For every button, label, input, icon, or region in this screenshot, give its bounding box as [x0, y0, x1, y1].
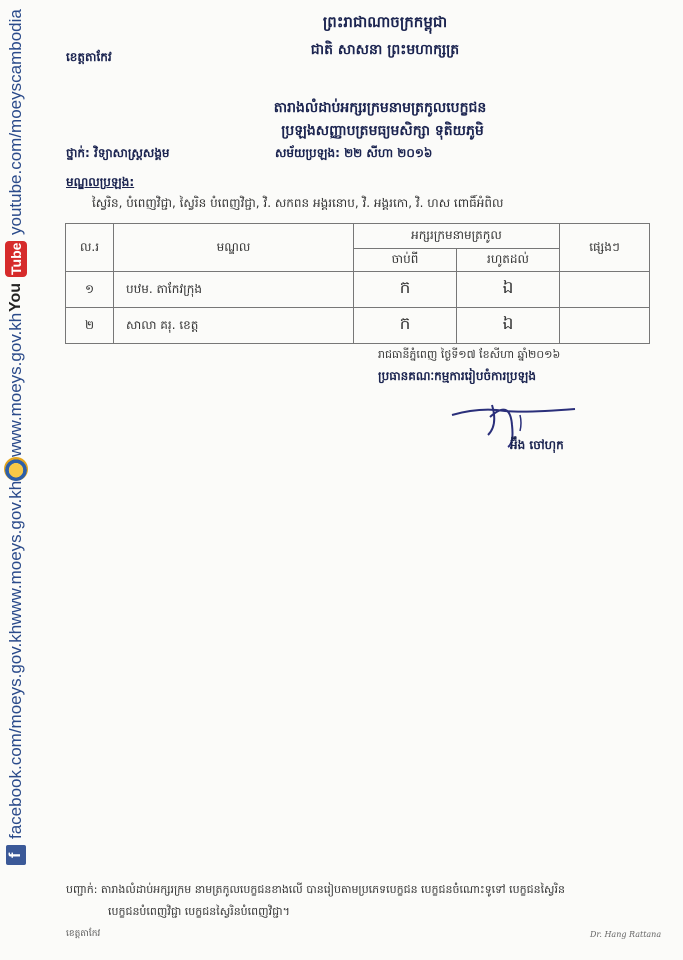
footnote — [66, 879, 656, 923]
facebook-link[interactable] — [6, 625, 26, 865]
row-to: ឯ — [457, 272, 560, 308]
row-to: ឯ — [457, 308, 560, 344]
facebook-url: facebook.com/moeys.gov.kh — [6, 624, 25, 839]
youtube-icon: You — [7, 283, 24, 313]
website-link-2[interactable] — [6, 312, 26, 456]
header-from: ចាប់ពី — [354, 249, 457, 272]
website-link[interactable] — [6, 481, 26, 625]
row-center: បឋម. តាកែវក្រុង — [114, 272, 354, 308]
exam-base-label: មណ្ឌលប្រឡង: — [66, 175, 135, 189]
header-note: ផ្សេងៗ — [560, 224, 650, 272]
table-row — [66, 272, 650, 308]
youtube-url: youtube.com/moeyscambodia — [6, 9, 25, 235]
row-note — [560, 272, 650, 308]
national-motto: ជាតិ សាសនា ព្រះមហាក្សត្រ — [310, 42, 460, 58]
header-no: ល.រ — [66, 224, 114, 272]
footnote-label: បញ្ជាក់: — [66, 883, 98, 896]
footnote-line2: បេក្ខជនបំពេញវិជ្ជា បេក្ខជនស្វៃរិនបំពេញវិជ្ជា។ — [108, 905, 290, 918]
row-center: សាលា គរុ. ខេត្ត — [114, 308, 354, 344]
row-from: ក — [354, 272, 457, 308]
footer-province: ខេត្តតាកែវ — [66, 929, 101, 939]
place-date: រាជធានីភ្នំពេញ ថ្ងៃទី១៧ ខែសីហា ឆ្នាំ២០១៦ — [378, 348, 561, 361]
website-url: www.moeys.gov.kh — [6, 480, 25, 625]
signer-name: អ៊ឹង ចៅហុក — [510, 438, 564, 452]
exam-session: សម័យប្រឡង: ២២ សីហា ២០១៦ — [275, 146, 433, 160]
row-no: ២ — [66, 308, 114, 344]
exam-base-text: ស្វៃរិន, បំពេញវិជ្ជា, ស្វៃរិន បំពេញវិជ្ជា, វិ. សកពន អង្គរនោប, វិ. អង្គរកោ, វិ. ហស ពោធិ៍អំពិល — [92, 196, 504, 210]
alphabet-range-table — [65, 223, 650, 344]
ministry-emblem — [4, 457, 28, 481]
social-strip — [0, 9, 30, 865]
header-range: អក្សរក្រមនាមត្រកូល — [354, 224, 560, 249]
province-label: ខេត្តតាកែវ — [66, 50, 112, 64]
chair-title: ប្រធានគណៈកម្មការរៀបចំការប្រឡង — [378, 369, 536, 383]
row-note — [560, 308, 650, 344]
footnote-line1: តារាងលំដាប់អក្សរក្រម នាមត្រកូលបេក្ខជនខាងលើ បានរៀបតាមប្រភេទបេក្ខជន បេក្ខជនចំណោះទូទៅ បេក្ខជនស្វៃរិន — [100, 883, 566, 896]
youtube-tube-icon: Tube — [5, 241, 27, 277]
youtube-link[interactable] — [5, 9, 27, 312]
row-from: ក — [354, 308, 457, 344]
document-title: តារាងលំដាប់អក្សរក្រមនាមត្រកូលបេក្ខជន — [273, 100, 487, 116]
website-url-2: www.moeys.gov.kh — [6, 312, 25, 457]
emblem-icon — [4, 457, 28, 481]
document-subtitle: ប្រឡងសញ្ញាបត្រមធ្យមសិក្សា ទុតិយភូមិ — [281, 123, 484, 139]
kingdom-title: ព្រះរាជាណាចក្រកម្ពុជា — [322, 13, 448, 31]
class-level: ថ្នាក់: វិទ្យាសាស្ត្រសង្គម — [66, 146, 170, 160]
table-row — [66, 308, 650, 344]
row-no: ១ — [66, 272, 114, 308]
footer-signature-mark: Dr. Hang Rattana — [590, 930, 662, 939]
header-to: រហូតដល់ — [457, 249, 560, 272]
facebook-icon: f — [6, 845, 26, 865]
header-center: មណ្ឌល — [114, 224, 354, 272]
